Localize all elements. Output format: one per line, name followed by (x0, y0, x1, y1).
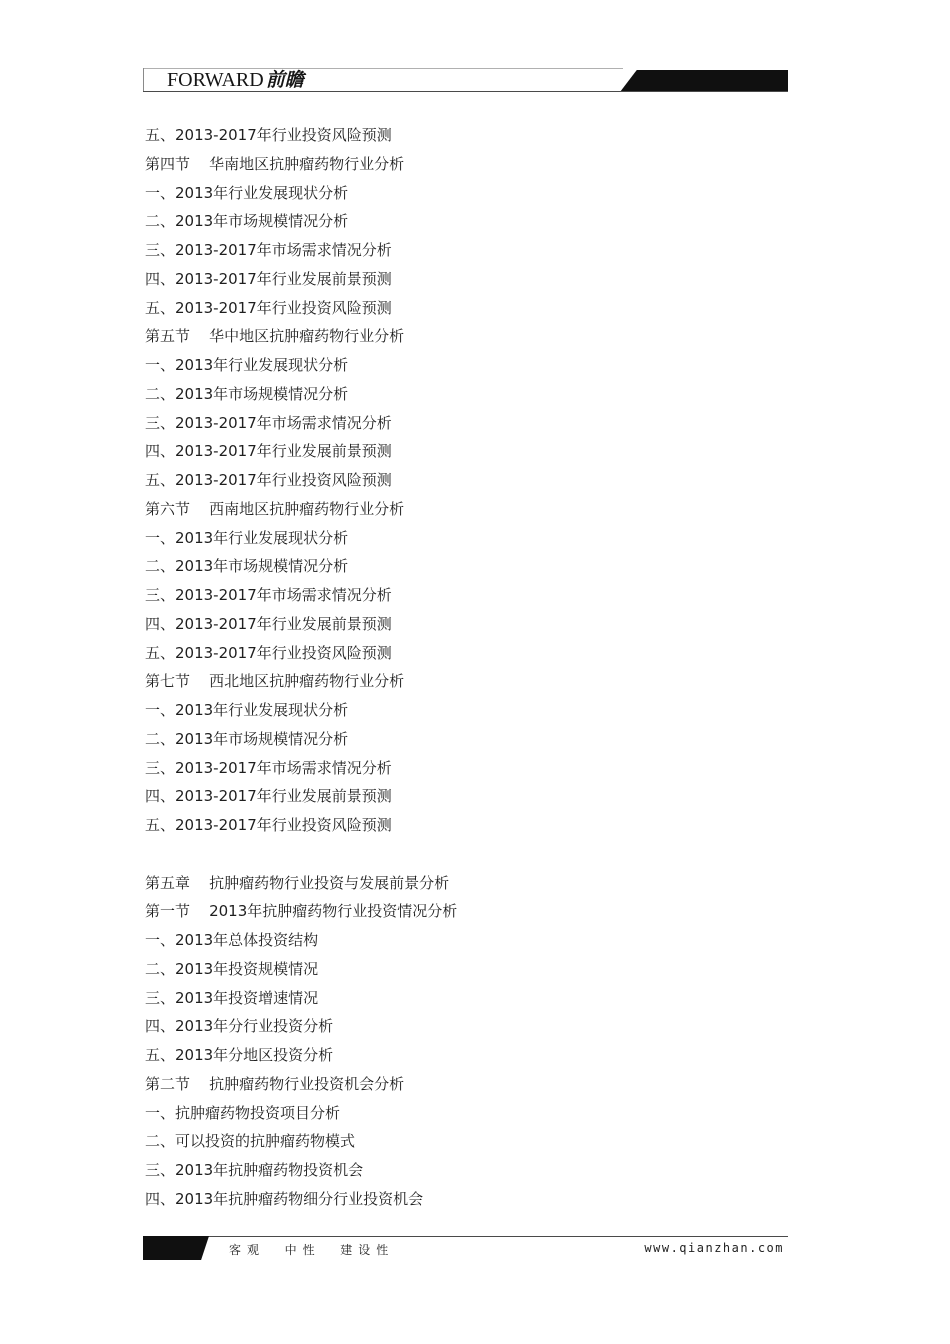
toc-item: 四、2013-2017年行业发展前景预测 (145, 614, 392, 633)
toc-item: 四、2013-2017年行业发展前景预测 (145, 442, 392, 461)
toc-item: 二、2013年市场规模情况分析 (145, 384, 349, 403)
toc-item: 五、2013-2017年行业投资风险预测 (145, 298, 392, 317)
toc-item: 三、2013年投资增速情况 (145, 988, 319, 1007)
page-footer (143, 1236, 788, 1260)
toc-item: 第六节 西南地区抗肿瘤药物行业分析 (145, 499, 405, 518)
toc-item: 第五节 华中地区抗肿瘤药物行业分析 (145, 327, 405, 346)
toc-item: 一、2013年行业发展现状分析 (145, 528, 349, 547)
table-of-contents (145, 121, 785, 1214)
footer-url: www.qianzhan.com (644, 1241, 784, 1255)
toc-item: 一、2013年总体投资结构 (145, 931, 319, 949)
toc-item: 五、2013-2017年行业投资风险预测 (145, 126, 392, 144)
toc-item: 三、2013-2017年市场需求情况分析 (145, 758, 392, 777)
toc-item: 第一节 2013年抗肿瘤药物行业投资情况分析 (145, 902, 458, 921)
toc-item: 五、2013-2017年行业投资风险预测 (145, 643, 392, 662)
toc-item: 第五章 抗肿瘤药物行业投资与发展前景分析 (145, 873, 450, 892)
toc-item: 第二节 抗肿瘤药物行业投资机会分析 (145, 1074, 405, 1093)
toc-item: 第七节 西北地区抗肿瘤药物行业分析 (145, 672, 405, 691)
header-left-rule (143, 68, 144, 92)
toc-item: 一、2013年行业发展现状分析 (145, 183, 349, 202)
footer-slogan: 客观 中性 建设性 (229, 1243, 395, 1257)
header-black-bar (620, 70, 788, 92)
page-header (143, 68, 788, 94)
toc-item: 三、2013-2017年市场需求情况分析 (145, 586, 392, 604)
toc-item: 三、2013年抗肿瘤药物投资机会 (145, 1161, 364, 1179)
toc-item: 二、可以投资的抗肿瘤药物模式 (145, 1132, 356, 1151)
toc-item: 三、2013-2017年市场需求情况分析 (145, 413, 392, 432)
forward-logo (167, 68, 304, 92)
toc-item: 二、2013年市场规模情况分析 (145, 557, 349, 576)
toc-item: 五、2013-2017年行业投资风险预测 (145, 816, 392, 834)
toc-item: 二、2013年市场规模情况分析 (145, 729, 349, 748)
toc-item: 四、2013-2017年行业发展前景预测 (145, 787, 392, 806)
toc-item: 四、2013-2017年行业发展前景预测 (145, 269, 392, 288)
footer-black-bar (143, 1236, 209, 1260)
toc-item: 二、2013年投资规模情况 (145, 959, 319, 978)
toc-item: 五、2013-2017年行业投资风险预测 (145, 471, 392, 489)
footer-rule (143, 1236, 788, 1237)
toc-item: 一、抗肿瘤药物投资项目分析 (145, 1103, 341, 1122)
logo-brand-cn: 前瞻 (265, 70, 304, 91)
header-rule (143, 91, 788, 92)
toc-spacer (145, 840, 785, 869)
toc-item: 三、2013-2017年市场需求情况分析 (145, 241, 392, 259)
toc-item: 一、2013年行业发展现状分析 (145, 356, 349, 374)
toc-item: 四、2013年分行业投资分析 (145, 1017, 334, 1036)
logo-brand-text: FORWARD (167, 69, 264, 91)
toc-item: 五、2013年分地区投资分析 (145, 1046, 334, 1064)
toc-item: 一、2013年行业发展现状分析 (145, 701, 349, 719)
toc-item: 四、2013年抗肿瘤药物细分行业投资机会 (145, 1189, 424, 1208)
toc-item: 二、2013年市场规模情况分析 (145, 212, 349, 231)
toc-item: 第四节 华南地区抗肿瘤药物行业分析 (145, 154, 405, 173)
